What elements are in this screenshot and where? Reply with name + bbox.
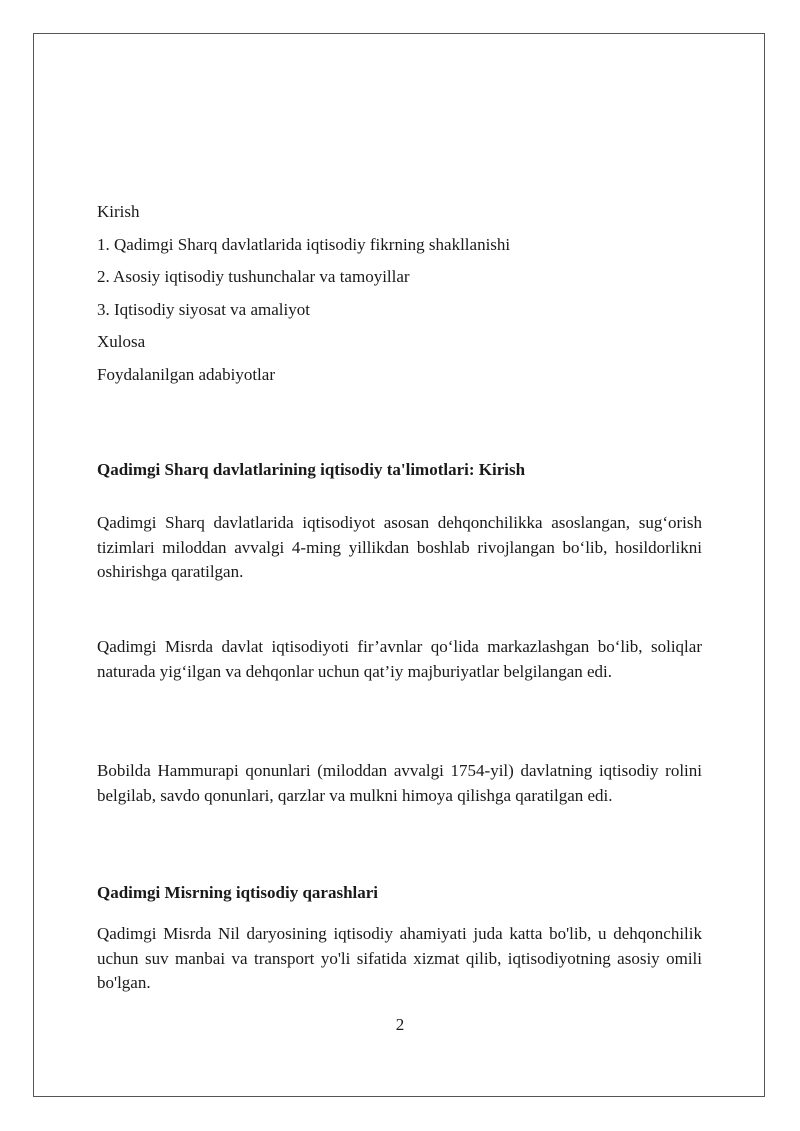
paragraph-egypt-economy: Qadimgi Misrda davlat iqtisodiyoti fir’avnlar qo‘lida markazlashgan bo‘lib, soliqlar naturada yig‘ilgan va dehqonlar uchun qat’iy majburiyatlar belgilangan edi. [97,637,702,681]
page-number: 2 [395,1015,405,1034]
section-heading-introduction: Qadimgi Sharq davlatlarining iqtisodiy ta'limotlari: Kirish [97,460,526,479]
toc-item-references: Foydalanilgan adabiyotlar [97,364,275,384]
toc-item-chapter-3: 3. Iqtisodiy siyosat va amaliyot [97,299,310,319]
toc-item-chapter-2: 2. Asosiy iqtisodiy tushunchalar va tamoyillar [97,267,410,287]
paragraph-agriculture: Qadimgi Sharq davlatlarida iqtisodiyot asosan dehqonchilikka asoslangan, sug‘orish tizimlari miloddan avvalgi 4-ming yillikdan boshlab rivojlangan bo‘lib, hosildorlikni oshirishga qaratilgan. [97,513,702,581]
paragraph-nile: Qadimgi Misrda Nil daryosining iqtisodiy ahamiyati juda katta bo'lib, u dehqonchilik uchun suv manbai va transport yo'li sifatida xizmat qilib, iqtisodiyotning asosiy omili bo'lgan. [97,924,702,992]
toc-item-introduction: Kirish [97,202,140,221]
paragraph-hammurabi: Bobilda Hammurapi qonunlari (miloddan avvalgi 1754-yil) davlatning iqtisodiy rolini belgilab, savdo qonunlari, qarzlar va mulkni himoya qilishga qaratilgan edi. [97,761,702,805]
section-heading-egypt: Qadimgi Misrning iqtisodiy qarashlari [97,883,379,902]
toc-item-chapter-1: 1. Qadimgi Sharq davlatlarida iqtisodiy fikrning shakllanishi [97,234,511,254]
toc-item-conclusion: Xulosa [97,332,146,352]
table-of-contents [97,201,702,397]
